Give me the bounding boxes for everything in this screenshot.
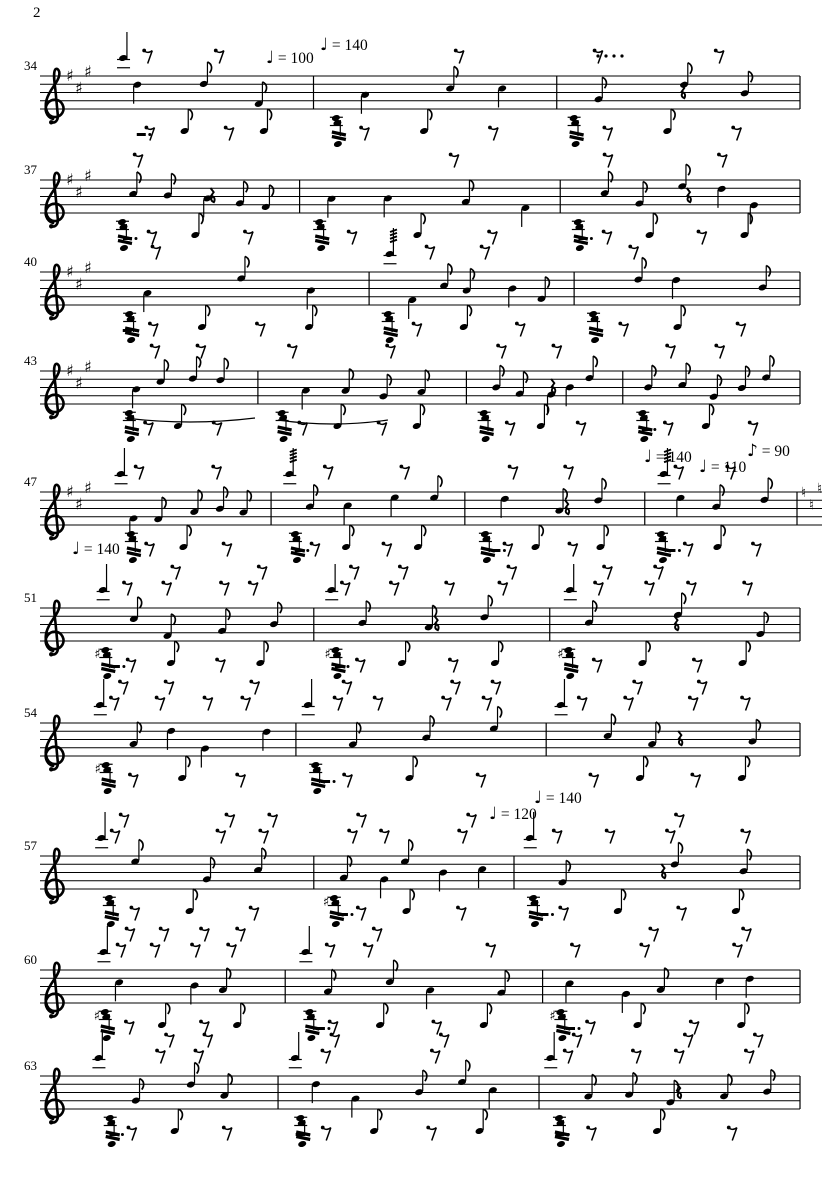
svg-text:♯: ♯ bbox=[75, 182, 83, 202]
svg-text:♯: ♯ bbox=[324, 647, 331, 662]
tempo-marking bbox=[72, 541, 120, 558]
treble-clef-icon bbox=[46, 485, 64, 541]
page-number: 2 bbox=[33, 5, 41, 21]
music-notation-texture bbox=[94, 679, 761, 795]
measure-number: 60 bbox=[24, 952, 37, 967]
svg-text:♯: ♯ bbox=[84, 478, 92, 497]
svg-text:♯: ♯ bbox=[94, 762, 101, 777]
svg-text:♮: ♮ bbox=[817, 481, 823, 497]
staff-lines bbox=[40, 76, 800, 109]
tempo-marking bbox=[747, 443, 790, 460]
svg-text:♯: ♯ bbox=[84, 258, 92, 277]
staff-lines bbox=[40, 608, 800, 641]
svg-text:♯: ♯ bbox=[75, 274, 83, 294]
tempo-text: = 140 bbox=[542, 790, 582, 807]
svg-text:♯: ♯ bbox=[557, 647, 564, 662]
svg-text:♯: ♯ bbox=[66, 66, 74, 85]
tempo-note-icon: ♩ bbox=[72, 539, 81, 559]
measure-number: 47 bbox=[24, 474, 37, 489]
svg-text:♯: ♯ bbox=[84, 62, 92, 81]
measure-number: 63 bbox=[24, 1058, 37, 1073]
tempo-note-icon: ♩ bbox=[699, 457, 708, 477]
staccato-dot bbox=[620, 54, 623, 57]
tempo-note-icon: ♩ bbox=[644, 447, 653, 467]
tempo-note-icon: ♩ bbox=[266, 48, 275, 68]
staff-lines bbox=[40, 970, 800, 1003]
tempo-marking bbox=[534, 790, 582, 807]
staccato-dot bbox=[596, 54, 599, 57]
tempo-marking bbox=[644, 449, 692, 466]
treble-clef-icon bbox=[46, 716, 64, 772]
measure-number: 43 bbox=[24, 353, 37, 368]
svg-text:♯: ♯ bbox=[322, 895, 330, 910]
measure-number: 57 bbox=[24, 838, 37, 853]
tempo-note-icon: ♪ bbox=[747, 441, 758, 461]
svg-text:♯: ♯ bbox=[84, 166, 92, 185]
svg-text:♯: ♯ bbox=[66, 361, 74, 380]
tempo-text: = 140 bbox=[328, 37, 368, 54]
svg-text:♯: ♯ bbox=[75, 373, 83, 393]
svg-text:♮: ♮ bbox=[801, 485, 807, 501]
svg-text:♯: ♯ bbox=[66, 170, 74, 189]
staccato-dot bbox=[612, 54, 615, 57]
svg-text:♯: ♯ bbox=[75, 494, 83, 514]
tempo-text: = 120 bbox=[497, 806, 537, 823]
music-notation-texture bbox=[92, 1032, 775, 1148]
measure-number: 51 bbox=[24, 590, 37, 605]
tempo-text: = 110 bbox=[707, 459, 747, 476]
staff-lines bbox=[40, 856, 800, 889]
tempo-marking bbox=[266, 50, 314, 67]
measure-number: 34 bbox=[24, 58, 37, 73]
staff-system-63 bbox=[0, 1006, 835, 1181]
tempo-marking bbox=[489, 806, 537, 823]
staccato-dot bbox=[604, 54, 607, 57]
svg-text:♯: ♯ bbox=[66, 262, 74, 281]
tempo-text: = 100 bbox=[274, 50, 314, 67]
measure-number: 37 bbox=[24, 162, 37, 177]
treble-clef-icon bbox=[46, 364, 64, 420]
measure-number: 54 bbox=[24, 705, 37, 720]
tempo-text: = 140 bbox=[80, 541, 120, 558]
svg-text:♯: ♯ bbox=[93, 1009, 101, 1024]
tempo-marking bbox=[320, 37, 368, 54]
treble-clef-icon bbox=[46, 1069, 64, 1125]
treble-clef-icon bbox=[46, 601, 64, 657]
svg-text:♯: ♯ bbox=[75, 78, 83, 98]
svg-text:♮: ♮ bbox=[809, 497, 815, 514]
svg-text:♯: ♯ bbox=[549, 1009, 556, 1024]
treble-clef-icon bbox=[46, 849, 64, 905]
staff-lines bbox=[40, 723, 800, 756]
tempo-note-icon: ♩ bbox=[489, 804, 498, 824]
tempo-text: = 90 bbox=[757, 443, 790, 460]
svg-text:♯: ♯ bbox=[84, 357, 92, 376]
tempo-note-icon: ♩ bbox=[320, 35, 329, 55]
tempo-text: = 140 bbox=[652, 449, 692, 466]
tempo-marking bbox=[699, 459, 746, 476]
svg-text:♯: ♯ bbox=[66, 482, 74, 501]
svg-text:♯: ♯ bbox=[94, 647, 101, 662]
measure-number: 40 bbox=[24, 254, 37, 269]
tempo-note-icon: ♩ bbox=[534, 788, 543, 808]
